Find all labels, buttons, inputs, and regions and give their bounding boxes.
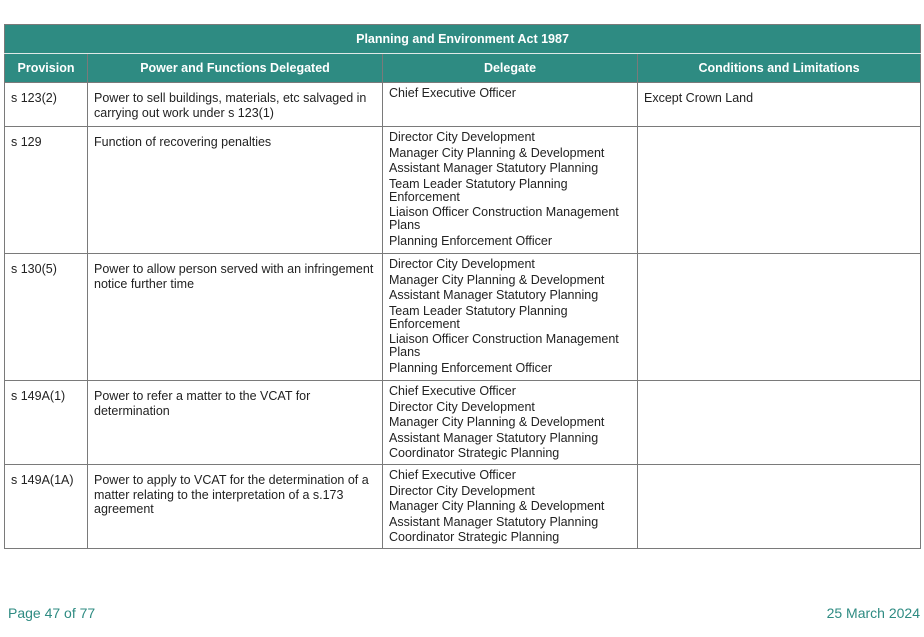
provision-cell: s 130(5) [5,254,88,381]
document-date: 25 March 2024 [826,605,920,621]
delegate-item: Coordinator Strategic Planning [389,446,560,461]
power-cell: Power to apply to VCAT for the determination of a matter relating to the interpretation of a s.173 agreement [88,465,383,549]
delegate-cell [383,381,638,465]
delegate-item: Assistant Manager Statutory Planning [389,430,599,445]
delegate-item: Director City Development [389,257,535,271]
delegate-item: Manager City Planning & Development [389,415,605,430]
power-cell: Function of recovering penalties [88,127,383,254]
delegate-item: Chief Executive Officer [389,384,516,398]
delegate-item: Team Leader Statutory Planning Enforcement [389,176,568,204]
delegate-item: Manager City Planning & Development [389,145,605,160]
delegate-item: Director City Development [389,483,535,498]
delegate-list [389,87,631,100]
table-row [5,83,921,127]
delegate-item: Director City Development [389,399,535,414]
delegate-item: Director City Development [389,130,535,144]
conditions-cell [638,465,921,549]
provision-cell: s 129 [5,127,88,254]
conditions-cell [638,254,921,381]
provision-cell: s 123(2) [5,83,88,127]
provision-cell: s 149A(1) [5,381,88,465]
delegate-item: Assistant Manager Statutory Planning [389,161,599,176]
power-cell: Power to allow person served with an infringement notice further time [88,254,383,381]
delegate-item: Liaison Officer Construction Management Plans [389,205,619,233]
delegate-item: Chief Executive Officer [389,468,516,482]
header-delegate: Delegate [383,54,638,83]
table-row [5,127,921,254]
delegate-item: Chief Executive Officer [389,86,516,100]
delegate-item: Assistant Manager Statutory Planning [389,288,599,303]
conditions-cell: Except Crown Land [638,83,921,127]
delegate-list [389,385,631,460]
table-row [5,381,921,465]
table-header-row [5,54,921,83]
delegate-item: Manager City Planning & Development [389,272,605,287]
delegate-cell [383,127,638,254]
delegate-list [389,258,631,375]
header-power: Power and Functions Delegated [88,54,383,83]
table-row [5,254,921,381]
table-title-row [5,25,921,54]
header-provision: Provision [5,54,88,83]
delegate-item: Manager City Planning & Development [389,499,605,514]
delegate-item: Liaison Officer Construction Management Plans [389,332,619,360]
delegate-list [389,131,631,248]
table-title: Planning and Environment Act 1987 [5,25,921,54]
delegate-item: Team Leader Statutory Planning Enforcement [389,303,568,331]
power-cell: Power to refer a matter to the VCAT for determination [88,381,383,465]
delegate-cell [383,254,638,381]
header-conditions: Conditions and Limitations [638,54,921,83]
delegate-item: Coordinator Strategic Planning [389,530,560,545]
power-cell: Power to sell buildings, materials, etc salvaged in carrying out work under s 123(1) [88,83,383,127]
conditions-cell [638,381,921,465]
delegate-item: Assistant Manager Statutory Planning [389,514,599,529]
provision-cell: s 149A(1A) [5,465,88,549]
delegate-item: Planning Enforcement Officer [389,360,553,375]
page-number: Page 47 of 77 [8,605,96,621]
table-row [5,465,921,549]
delegation-table [4,24,921,549]
delegate-list [389,469,631,544]
delegate-cell [383,465,638,549]
delegate-item: Planning Enforcement Officer [389,233,553,248]
delegate-cell [383,83,638,127]
table-body [5,83,921,549]
conditions-cell [638,127,921,254]
